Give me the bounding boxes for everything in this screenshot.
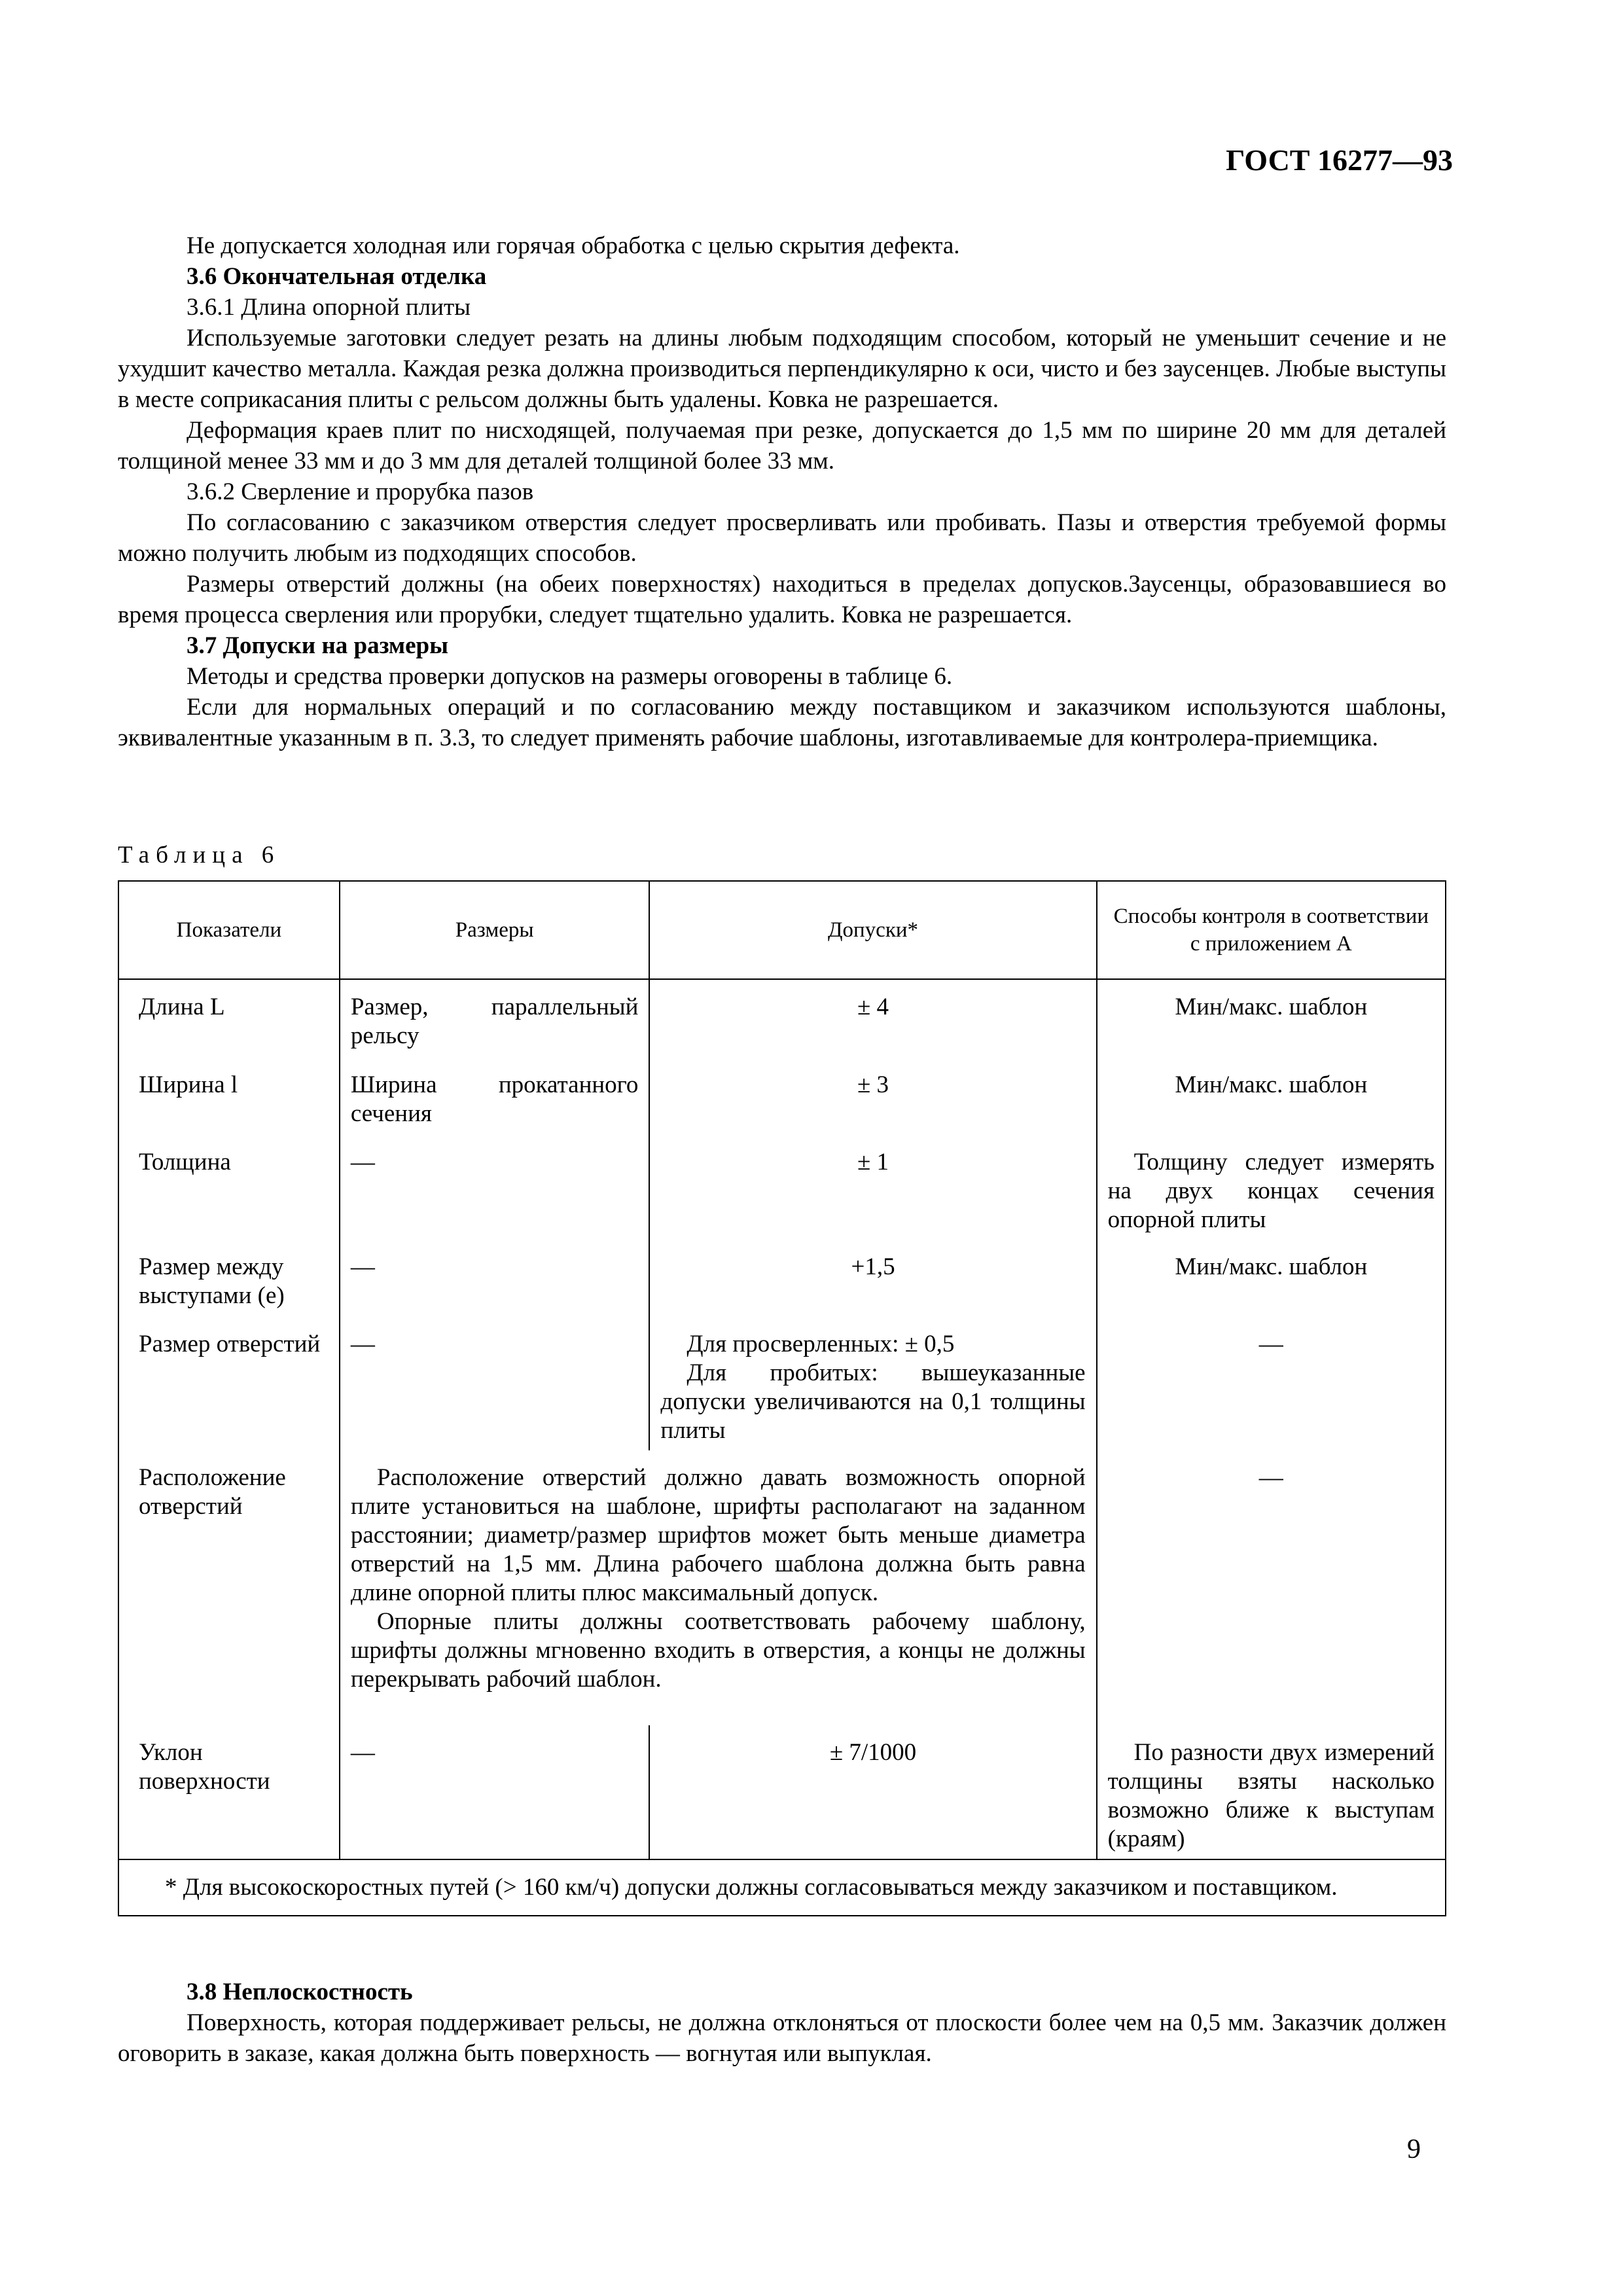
cell-indicator: Размер между выступами (e) — [118, 1240, 340, 1317]
paragraph: Деформация краев плит по нисходящей, получаемая при резке, допускается до 1,5 мм по ширине 20 мм для деталей толщиной менее 33 мм и до 3 мм для деталей толщиной более 33 мм. — [118, 417, 1446, 475]
table-row — [118, 979, 1446, 1058]
cell-tolerance: ± 1 — [649, 1135, 1096, 1240]
table-row — [118, 1725, 1446, 1859]
cell-tolerance: +1,5 — [649, 1240, 1096, 1317]
cell-control: По разности двух измерений толщины взяты насколько возможно ближе к выступам (краям) — [1097, 1725, 1446, 1859]
cell-indicator: Расположение отверстий — [118, 1450, 340, 1725]
table-footnote-row — [118, 1859, 1446, 1916]
column-header: Допуски* — [649, 881, 1096, 979]
page-number: 9 — [1407, 2134, 1421, 2164]
paragraph: Поверхность, которая поддерживает рельсы, не должна отклоняться от плоскости более чем на 0,5 мм. Заказчик должен оговорить в заказе, какая должна быть поверхность — вогнутая или выпуклая. — [118, 2009, 1446, 2067]
cell-indicator: Ширина l — [118, 1058, 340, 1135]
table-row — [118, 1135, 1446, 1240]
tolerance-drilled: Для просверленных: ± 0,5 — [687, 1331, 955, 1357]
merged-text-a: Расположение отверстий должно давать возможность опорной плите установиться на шаблоне, шрифты располагают на заданном расстоянии; диаметр/размер шрифтов может быть меньше диаметра отверстий на 1,5 мм. Длина рабочего шаблона должна быть равна длине опорной плиты плюс максимальный допуск. — [350, 1464, 1086, 1606]
paragraph: По согласованию с заказчиком отверстия следует просверливать или пробивать. Пазы и отверстия требуемой формы можно получить любым из подходящих способов. — [118, 509, 1446, 567]
cell-size: — — [340, 1240, 650, 1317]
table-row — [118, 1317, 1446, 1450]
paragraph: Методы и средства проверки допусков на размеры оговорены в таблице 6. — [187, 663, 953, 690]
paragraph: Используемые заготовки следует резать на длины любым подходящим способом, который не уменьшит сечение и не ухудшит качество металла. Каждая резка должна производиться перпендикулярно к оси, чисто и без заусенцев. Любые выступы в месте соприкасания плиты с рельсом должны быть удалены. Ковка не разрешается. — [118, 325, 1446, 413]
cell-size: Ширина прокатанного сечения — [340, 1058, 650, 1135]
cell-control: — — [1097, 1317, 1446, 1450]
cell-size: Размер, параллельный рельсу — [340, 979, 650, 1058]
standard-code-header: ГОСТ 16277—93 — [1226, 143, 1453, 177]
table-caption: Таблица 6 — [118, 842, 281, 869]
cell-tolerance — [649, 1317, 1096, 1450]
cell-control: — — [1097, 1450, 1446, 1725]
cell-control: Мин/макс. шаблон — [1097, 1240, 1446, 1317]
tolerance-table — [118, 880, 1446, 1916]
cell-merged-description — [340, 1450, 1097, 1725]
paragraph: Не допускается холодная или горячая обработка с целью скрытия дефекта. — [187, 232, 960, 259]
column-header: Способы контроля в соответствии с приложением А — [1097, 881, 1446, 979]
cell-tolerance: ± 7/1000 — [649, 1725, 1096, 1859]
cell-control: Мин/макс. шаблон — [1097, 979, 1446, 1058]
cell-indicator: Длина L — [118, 979, 340, 1058]
cell-control: Толщину следует измерять на двух концах сечения опорной плиты — [1097, 1135, 1446, 1240]
paragraph: Если для нормальных операций и по согласованию между поставщиком и заказчиком используются шаблоны, эквивалентные указанным в п. 3.3, то следует применять рабочие шаблоны, изготавливаемые для контролера-приемщика. — [118, 694, 1446, 751]
cell-tolerance: ± 3 — [649, 1058, 1096, 1135]
cell-size: — — [340, 1725, 650, 1859]
subsection-heading-3-6-1: 3.6.1 Длина опорной плиты — [187, 294, 471, 321]
cell-indicator: Размер отверстий — [118, 1317, 340, 1450]
cell-tolerance: ± 4 — [649, 979, 1096, 1058]
table-row — [118, 1240, 1446, 1317]
column-header: Показатели — [118, 881, 340, 979]
section-heading-3-8: 3.8 Неплоскостность — [187, 1979, 413, 2005]
section-heading-3-6: 3.6 Окончательная отделка — [187, 263, 487, 290]
paragraph: Размеры отверстий должны (на обеих поверхностях) находиться в пределах допусков.Заусенцы, образовавшиеся во время процесса сверления или прорубки, следует тщательно удалить. Ковка не разрешается. — [118, 571, 1446, 628]
section-heading-3-7: 3.7 Допуски на размеры — [187, 632, 449, 659]
column-header: Размеры — [340, 881, 650, 979]
tolerance-punched: Для пробитых: вышеуказанные допуски увеличиваются на 0,1 толщины плиты — [660, 1359, 1086, 1444]
body-text — [118, 230, 1446, 753]
subsection-heading-3-6-2: 3.6.2 Сверление и прорубка пазов — [187, 478, 534, 505]
table-header-row — [118, 881, 1446, 979]
table-row — [118, 1058, 1446, 1135]
section-3-8 — [118, 1977, 1446, 2069]
table-footnote: * Для высокоскоростных путей (> 160 км/ч) допуски должны согласовываться между заказчиком и поставщиком. — [118, 1859, 1446, 1916]
table-row — [118, 1450, 1446, 1725]
cell-control: Мин/макс. шаблон — [1097, 1058, 1446, 1135]
cell-size: — — [340, 1135, 650, 1240]
merged-text-b: Опорные плиты должны соответствовать рабочему шаблону, шрифты должны мгновенно входить в отверстия, а концы не должны перекрывать рабочий шаблон. — [350, 1608, 1086, 1693]
cell-indicator: Толщина — [118, 1135, 340, 1240]
cell-indicator: Уклон поверхности — [118, 1725, 340, 1859]
cell-size: — — [340, 1317, 650, 1450]
